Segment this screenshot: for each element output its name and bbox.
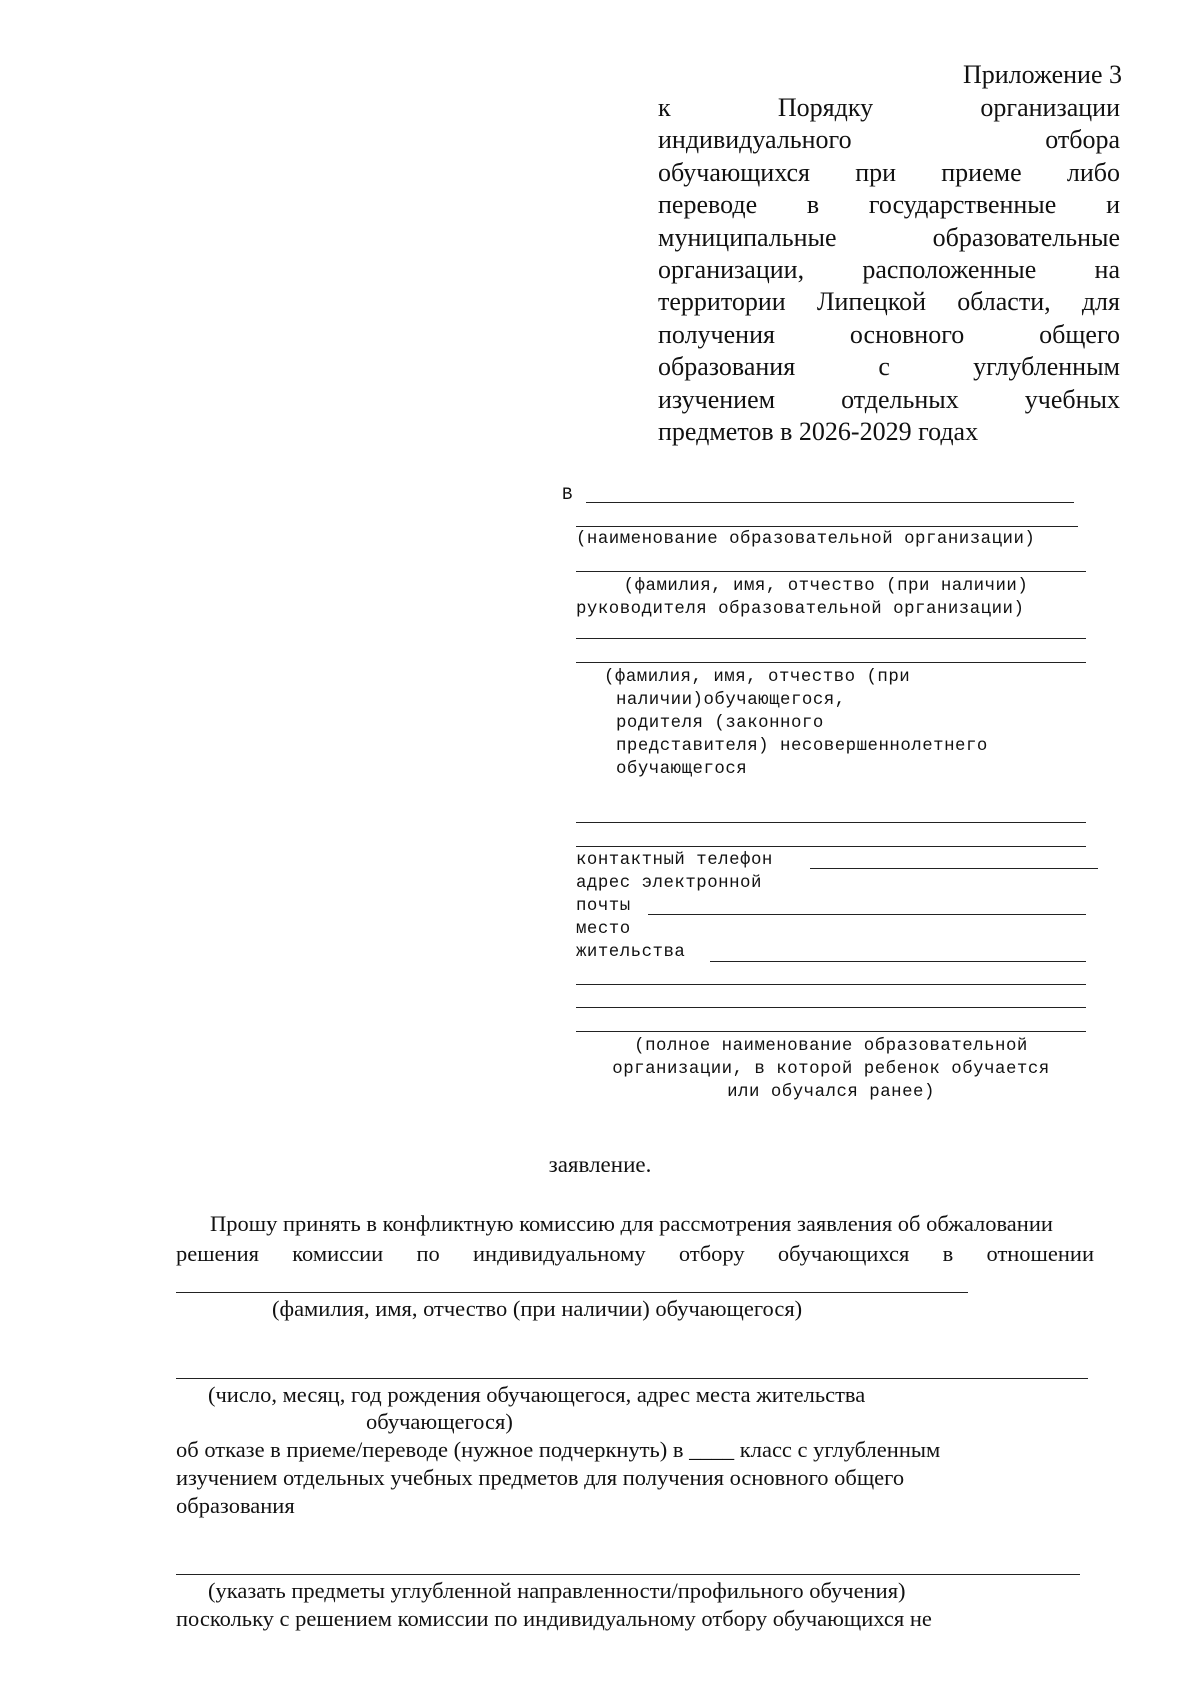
request-word: обучающихся (777, 1241, 910, 1266)
school-caption-line: организации, в которой ребенок обучается (612, 1060, 1050, 1079)
applicant-caption-line: представителя) несовершеннолетнего (616, 737, 988, 756)
appendix-title: Приложение 3 (962, 60, 1122, 89)
applicant-extra-line-2[interactable] (576, 846, 1086, 847)
addressee-prefix: В (562, 486, 573, 505)
org-caption: (наименование образовательной организации) (576, 530, 1036, 549)
org-name-line[interactable] (586, 502, 1074, 503)
refusal-suffix: класс с углубленным (734, 1437, 941, 1462)
applicant-caption-line: (фамилия, имя, отчество (при (604, 668, 911, 687)
student-caption: (фамилия, имя, отчество (при наличии) обучающегося) (272, 1296, 803, 1321)
birth-caption-1: (число, месяц, год рождения обучающегося, адрес места жительства (208, 1382, 866, 1407)
appendix-description (658, 92, 1120, 448)
appendix-line: обучающихся при приеме либо (658, 157, 1120, 187)
refusal-prefix: об отказе в приеме/переводе (нужное подчеркнуть) в (176, 1437, 690, 1462)
appendix-line: образования с углубленным (658, 352, 1120, 382)
appendix-line: изучением отдельных учебных (658, 384, 1120, 414)
request-word: в (942, 1241, 954, 1266)
appendix-line: организации, расположенные на (658, 255, 1120, 285)
residence-extra-line-2[interactable] (576, 1007, 1086, 1008)
student-name-field[interactable] (176, 1292, 968, 1293)
residence-label-2: жительства (576, 943, 686, 962)
subjects-caption: (указать предметы углубленной направленности/профильного обучения) (208, 1578, 906, 1603)
birth-address-field[interactable] (176, 1378, 1088, 1379)
refusal-line-3: образования (176, 1493, 295, 1518)
appendix-line: муниципальные образовательные (658, 222, 1120, 252)
residence-extra-line-1[interactable] (576, 984, 1086, 985)
applicant-caption (604, 666, 988, 781)
org-name-line-2[interactable] (576, 526, 1078, 527)
birth-caption-2: обучающегося) (366, 1409, 513, 1434)
head-caption-1: (фамилия, имя, отчество (при наличии) (623, 577, 1029, 596)
email-label-1: адрес электронной (576, 874, 762, 893)
school-name-line[interactable] (576, 1031, 1086, 1032)
phone-field[interactable] (810, 868, 1098, 869)
applicant-caption-line: родителя (законного (616, 714, 824, 733)
residence-label-1: место (576, 920, 631, 939)
head-caption-2: руководителя образовательной организации) (576, 600, 1025, 619)
head-name-line[interactable] (576, 571, 1086, 572)
request-word: отбору (678, 1241, 745, 1266)
grade-field[interactable]: ____ (689, 1437, 735, 1462)
school-caption (576, 1035, 1086, 1104)
refusal-line-2: изучением отдельных учебных предметов для получения основного общего (176, 1465, 905, 1490)
applicant-caption-line: наличии)обучающегося, (616, 691, 846, 710)
appendix-line: предметов в 2026-2029 годах (658, 417, 979, 447)
applicant-extra-line-1[interactable] (576, 822, 1086, 823)
request-line-2 (176, 1240, 1094, 1268)
school-caption-line: или обучался ранее) (727, 1083, 935, 1102)
email-label-2: почты (576, 897, 631, 916)
request-word: комиссии (292, 1241, 384, 1266)
applicant-caption-line: обучающегося (616, 760, 748, 779)
appendix-line: территории Липецкой области, для (658, 287, 1120, 317)
request-word: по (416, 1241, 440, 1266)
applicant-line-2[interactable] (576, 662, 1086, 663)
request-line-1: Прошу принять в конфликтную комиссию для рассмотрения заявления об обжаловании (210, 1211, 1053, 1236)
refusal-line-1 (176, 1436, 940, 1464)
request-word: индивидуальному (472, 1241, 646, 1266)
phone-label: контактный телефон (576, 851, 773, 870)
subjects-field[interactable] (176, 1574, 1080, 1575)
school-caption-line: (полное наименование образовательной (634, 1037, 1028, 1056)
applicant-line-1[interactable] (576, 638, 1086, 639)
appendix-line: к Порядку организации (658, 93, 1120, 122)
residence-field[interactable] (710, 961, 1086, 962)
request-word: решения (176, 1241, 259, 1266)
email-field[interactable] (648, 914, 1086, 915)
appendix-line: переводе в государственные и (658, 190, 1120, 220)
statement-last-line: поскольку с решением комиссии по индивидуальному отбору обучающихся не (176, 1606, 932, 1631)
appendix-line: получения основного общего (658, 319, 1120, 349)
appendix-line: индивидуального отбора (658, 125, 1120, 155)
statement-heading: заявление. (548, 1152, 652, 1177)
request-word: отношении (986, 1241, 1094, 1266)
